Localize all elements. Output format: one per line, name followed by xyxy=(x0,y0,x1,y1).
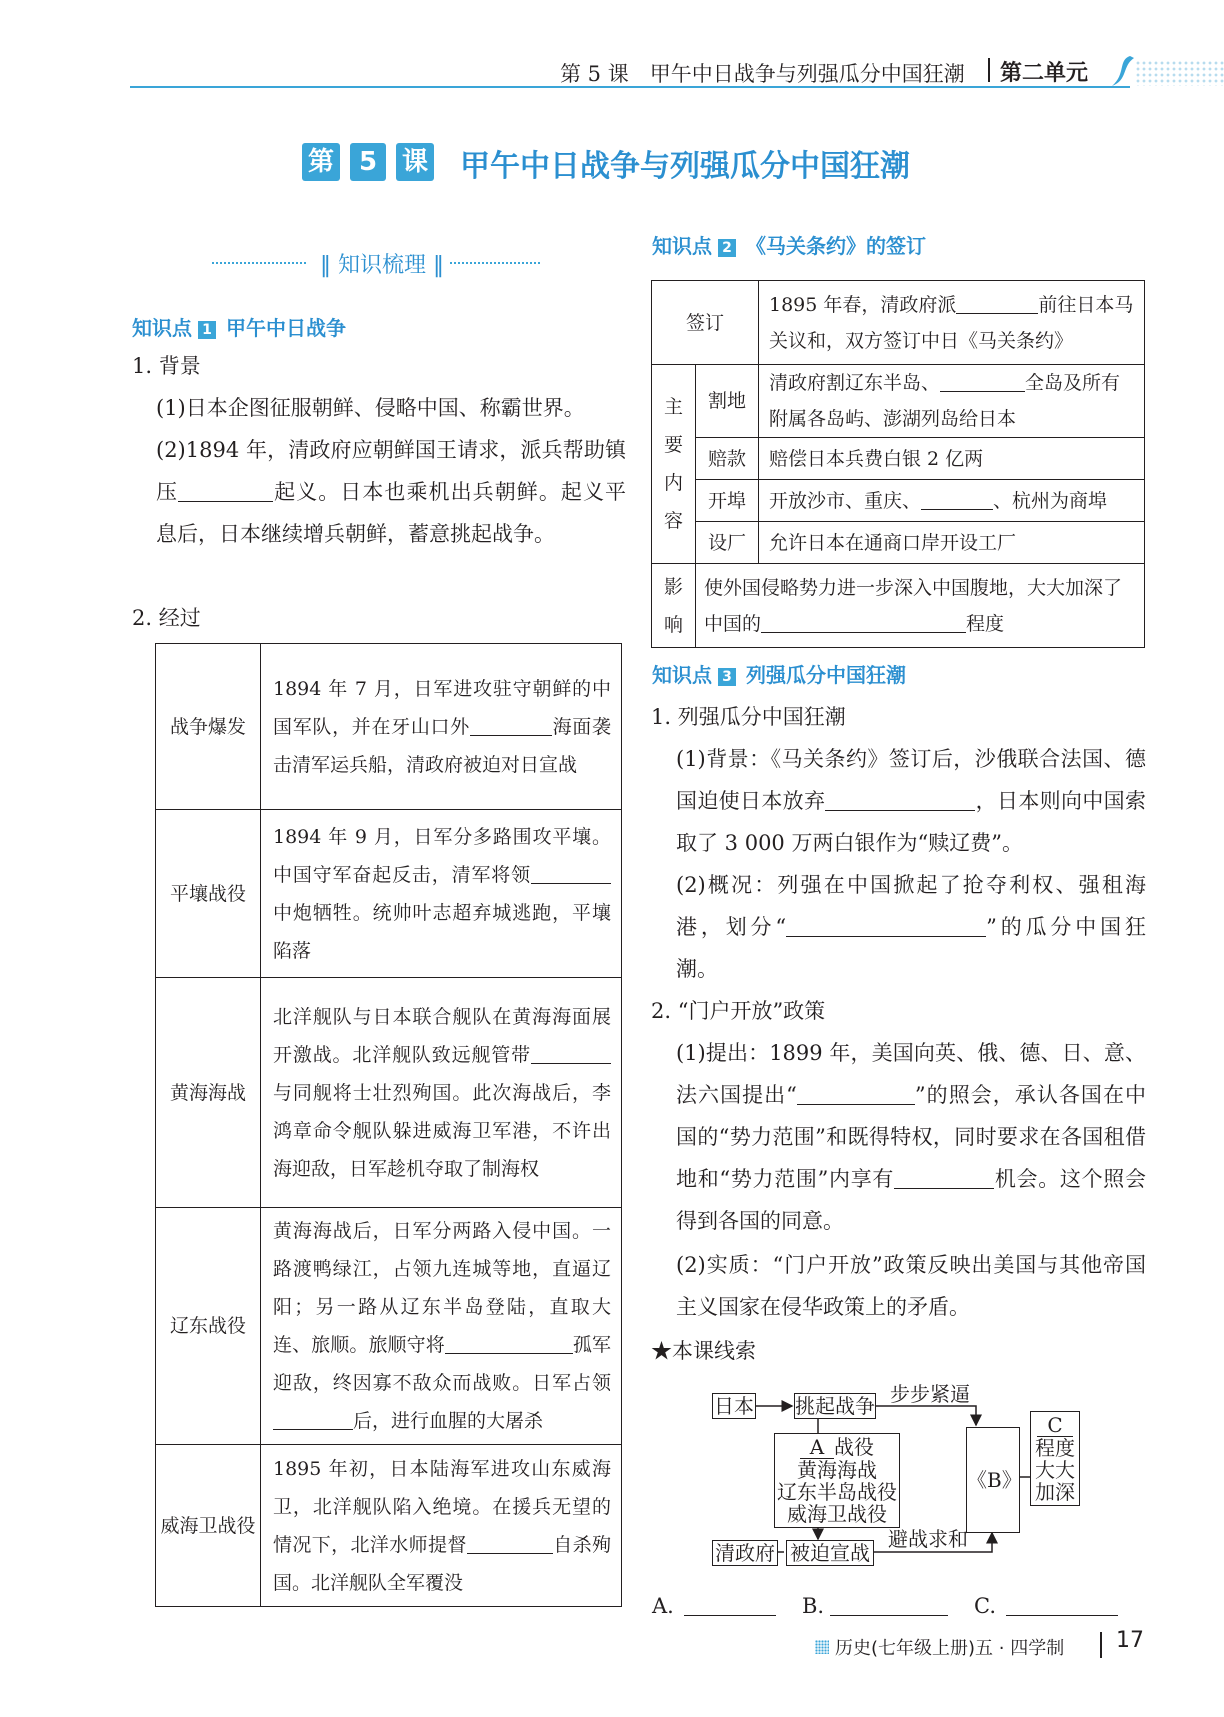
row-content: 黄海海战后，日军分两路入侵中国。一路渡鸭绿江，占领九连城等地，直逼辽阳；另一路从辽东半岛登陆，直取大连、旅顺。旅顺守将 孤军迎敌，终因寡不敌众而战败。日军占领后，进行血腥的大屠杀 xyxy=(261,1208,622,1445)
title-ke: 课 xyxy=(396,143,434,181)
table-row xyxy=(156,644,622,810)
row-label: 影响 xyxy=(652,564,696,648)
table-row xyxy=(156,1445,622,1607)
header-rule xyxy=(130,86,1130,88)
row-content: 北洋舰队与日本联合舰队在黄海海面展开激战。北洋舰队致远舰管带与同舰将士壮烈殉国。此次海战后，李鸿章命令舰队躲进威海卫军港，不许出海迎敌，日军趁机夺取了制海权 xyxy=(261,978,622,1208)
blank[interactable] xyxy=(956,294,1038,314)
table-row xyxy=(156,1208,622,1445)
table-row xyxy=(652,281,1145,365)
diagram-result: C 程度 大大 加深 xyxy=(1030,1411,1080,1506)
blank[interactable] xyxy=(445,1334,573,1354)
header-unit: 第二单元 xyxy=(1000,61,1089,86)
kp3-heading: 知识点 3 列强瓜分中国狂潮 xyxy=(652,663,906,687)
section-title: ‖ 知识梳理 ‖ xyxy=(320,253,444,278)
answer-c-label: C. xyxy=(974,1594,996,1618)
diagram-japan: 日本 xyxy=(714,1394,754,1418)
kp3-s1-p1: (1)背景：《马关条约》签订后，沙俄联合法国、德国迫使日本放弃 ，日本则向中国索取了 3 000 万两白银作为“赎辽费”。 xyxy=(676,747,1147,855)
row-content: 1895 年春，清政府派 前往日本马关议和，双方签订中日《马关条约》 xyxy=(759,281,1145,365)
page-title: 甲午中日战争与列强瓜分中国狂潮 xyxy=(460,149,910,184)
blank[interactable] xyxy=(531,1044,611,1064)
kp2-heading: 知识点 2 《马关条约》的签订 xyxy=(652,234,926,258)
title-num: 5 xyxy=(350,143,386,181)
row-content: 清政府割辽东半岛、 全岛及所有附属各岛屿、澎湖列岛给日本 xyxy=(759,365,1145,438)
title-di: 第 xyxy=(302,143,340,181)
header-lesson: 第 5 课 甲午中日战争与列强瓜分中国狂潮 xyxy=(560,62,965,86)
row-label: 割地 xyxy=(695,365,758,438)
row-label: 开埠 xyxy=(695,480,758,522)
table-row xyxy=(652,522,1145,564)
kp3-s2-title: 2. “门户开放”政策 xyxy=(651,999,826,1023)
kp1-jg-title: 2. 经过 xyxy=(132,606,201,630)
diagram-step: 步步紧逼 xyxy=(890,1382,970,1406)
blank[interactable] xyxy=(531,864,611,884)
row-label: 设厂 xyxy=(695,522,758,564)
table-row xyxy=(156,978,622,1208)
kp3-clue: ★本课线索 xyxy=(651,1339,756,1363)
footer-pattern-icon xyxy=(815,1640,829,1654)
section-rule-left xyxy=(212,262,306,264)
footer-book: 历史(七年级上册)五 · 四学制 xyxy=(835,1638,1065,1659)
blank[interactable] xyxy=(470,716,552,736)
row-content: 1895 年初，日本陆海军进攻山东威海卫，北洋舰队陷入绝境。在援兵无望的情况下，北洋水师提督 自杀殉国。北洋舰队全军覆没 xyxy=(261,1445,622,1607)
row-label: 黄海海战 xyxy=(156,978,261,1208)
header-dots xyxy=(1135,60,1224,86)
footer-separator xyxy=(1100,1632,1102,1658)
row-content: 开放沙市、重庆、 、杭州为商埠 xyxy=(759,480,1145,522)
table-row xyxy=(156,810,622,978)
diagram-battles: A 战役 黄海海战 辽东半岛战役 威海卫战役 xyxy=(774,1433,900,1528)
header-separator xyxy=(988,58,990,82)
blank[interactable] xyxy=(894,1167,994,1189)
row-label: 威海卫战役 xyxy=(156,1445,261,1607)
row-content: 赔偿日本兵费白银 2 亿两 xyxy=(759,438,1145,480)
blank[interactable] xyxy=(273,1410,353,1430)
kp1-bg2: (2)1894 年，清政府应朝鲜国王请求，派兵帮助镇压 起义。日本也乘机出兵朝鲜。起义平息后，日本继续增兵朝鲜，蓄意挑起战争。 xyxy=(156,438,627,546)
row-label: 赔款 xyxy=(695,438,758,480)
row-label: 签订 xyxy=(652,281,759,365)
kp3-s2-p1: (1)提出：1899 年，美国向英、俄、德、日、意、法六国提出“ ”的照会，承认各国在中国的“势力范围”和既得特权，同时要求在各国租借地和“势力范围”内享有 机会。这个照会得到各国的同意。 xyxy=(676,1041,1146,1233)
page-number: 17 xyxy=(1116,1628,1144,1653)
row-content: 允许日本在通商口岸开设工厂 xyxy=(759,522,1145,564)
blank[interactable] xyxy=(921,490,993,510)
table-row xyxy=(652,438,1145,480)
diagram-provoke: 挑起战争 xyxy=(795,1394,875,1418)
diagram-avoid: 避战求和 xyxy=(888,1527,968,1551)
table-row xyxy=(652,480,1145,522)
answer-a-blank[interactable] xyxy=(684,1615,776,1616)
blank[interactable] xyxy=(786,915,986,937)
diagram-treaty: 《B》 xyxy=(966,1427,1020,1533)
kp1-table xyxy=(155,643,622,1607)
row-content: 使外国侵略势力进一步深入中国腹地，大大加深了中国的 程度 xyxy=(695,564,1144,648)
kp3-s2-p2: (2)实质：“门户开放”政策反映出美国与其他帝国主义国家在侵华政策上的矛盾。 xyxy=(676,1253,1146,1319)
row-label: 战争爆发 xyxy=(156,644,261,810)
diagram-qing: 清政府 xyxy=(712,1540,778,1566)
row-content: 1894 年 9 月，日军分多路围攻平壤。中国守军奋起反击，清军将领中炮牺牲。统帅叶志超弃城逃跑，平壤陷落 xyxy=(261,810,622,978)
row-label: 平壤战役 xyxy=(156,810,261,978)
row-content: 1894 年 7 月，日军进攻驻守朝鲜的中国军队，并在牙山口外 海面袭击清军运兵船，清政府被迫对日宣战 xyxy=(261,644,622,810)
blank[interactable] xyxy=(797,1083,915,1105)
diagram-forced: 被迫宣战 xyxy=(786,1540,874,1566)
kp3-s1-p2: (2)概况：列强在中国掀起了抢夺利权、强租海港，划分“ ”的瓜分中国狂潮。 xyxy=(676,873,1146,981)
main-content-label: 主要内容 xyxy=(652,365,696,564)
blank[interactable] xyxy=(467,1534,553,1554)
answer-b-blank[interactable] xyxy=(830,1615,948,1616)
blank[interactable] xyxy=(940,372,1025,392)
table-row xyxy=(652,365,1145,438)
blank[interactable] xyxy=(178,480,273,502)
kp3-s1-title: 1. 列强瓜分中国狂潮 xyxy=(651,705,846,729)
kp2-table xyxy=(651,280,1145,648)
blank[interactable] xyxy=(761,613,966,633)
clue-diagram xyxy=(700,1375,1140,1590)
row-label: 辽东战役 xyxy=(156,1208,261,1445)
table-row xyxy=(652,564,1145,648)
answer-c-blank[interactable] xyxy=(1006,1615,1118,1616)
answer-a-label: A. xyxy=(652,1594,674,1618)
section-rule-right xyxy=(450,262,540,264)
kp1-bg1: (1)日本企图征服朝鲜、侵略中国、称霸世界。 xyxy=(156,396,585,420)
answer-b-label: B. xyxy=(802,1594,825,1618)
blank[interactable] xyxy=(825,789,975,811)
kp1-heading: 知识点 1 甲午中日战争 xyxy=(132,316,346,340)
kp1-bg-title: 1. 背景 xyxy=(132,354,201,378)
